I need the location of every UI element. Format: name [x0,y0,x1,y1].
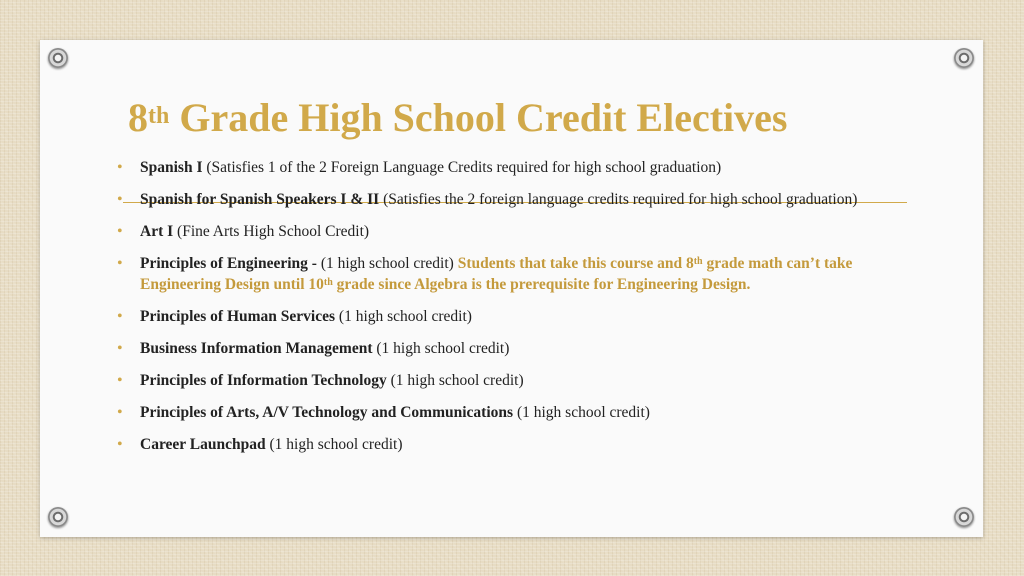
list-item: • Principles of Human Services (1 high school credit) [117,308,472,325]
bullet-icon: • [117,436,123,453]
list-item: • Business Information Management (1 high school credit) [117,340,510,357]
bullet-icon: • [117,159,123,176]
list-item: • Principles of Arts, A/V Technology and Communications (1 high school credit) [117,404,650,421]
list-item: • Spanish for Spanish Speakers I & II (Satisfies the 2 foreign language credits required for high school graduation) [117,191,858,208]
bullet-icon: • [117,404,123,421]
bullet-icon: • [117,308,123,325]
bullet-icon: • [117,223,123,240]
pin-icon [48,507,68,527]
list-item: • Career Launchpad (1 high school credit) [117,436,403,453]
bullet-icon: • [117,255,123,272]
bullet-icon: • [117,372,123,389]
slide-title: 8th Grade High School Credit Electives [128,95,788,140]
list-item: • Spanish I (Satisfies 1 of the 2 Foreign Language Credits required for high school graduation) [117,159,722,176]
pin-icon [954,507,974,527]
bullet-icon: • [117,191,123,208]
pin-icon [48,48,68,68]
list-item: • Art I (Fine Arts High School Credit) [117,223,370,240]
list-item: • Principles of Information Technology (1 high school credit) [117,372,524,389]
engineering-note: Students that take this course and 8th grade math can’t take Engineering Design until 10th grade since Algebra is the prerequisite for Engineering Design. [140,255,853,293]
pin-icon [954,48,974,68]
slide-card [40,40,983,537]
elective-list [117,157,907,466]
list-item: • Principles of Engineering - (1 high school credit) Students that take this course and 8th grade math can’t take Engineering Design until 10th grade since Algebra is the prerequisite for Engineering Design. [117,255,853,293]
bullet-icon: • [117,340,123,357]
